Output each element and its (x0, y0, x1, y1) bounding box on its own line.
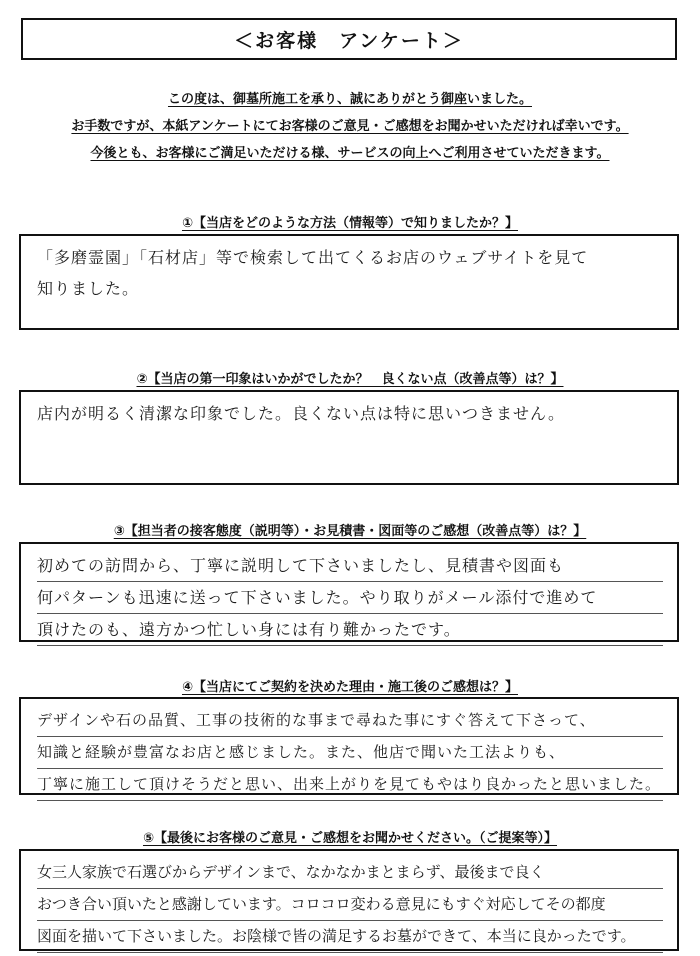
answer-1-box (19, 234, 679, 330)
answer-3-box (19, 542, 679, 642)
question-heading-text: ①【当店をどのような方法（情報等）で知りましたか？】 (181, 216, 518, 231)
question-heading-text: ④【当店にてご契約を決めた理由・施工後のご感想は？】 (181, 680, 518, 695)
answer-2-box (19, 390, 679, 485)
answer-line: 初めての訪問から、丁寧に説明して下さいましたし、見積書や図面も (37, 550, 663, 582)
answer-line: 「多磨霊園」「石材店」等で検索して出てくるお店のウェブサイトを見て (37, 248, 589, 267)
question-heading-text: ③【担当者の接客態度（説明等）・お見積書・図面等のご感想（改善点等）は？】 (113, 524, 587, 539)
answer-line: 知りました。 (37, 279, 140, 298)
answer-line: 知識と経験が豊富なお店と感じました。また、他店で聞いた工法よりも、 (37, 737, 663, 769)
answer-line: 図面を描いて下さいました。お陰様で皆の満足するお墓ができて、本当に良かったです。 (37, 921, 663, 953)
answer-line: デザインや石の品質、工事の技術的な事まで尋ねた事にすぐ答えて下さって、 (37, 705, 663, 737)
question-4-heading (20, 676, 680, 695)
intro-text (20, 90, 680, 171)
answer-line: 丁寧に施工して頂けそうだと思い、出来上がりを見てもやはり良かったと思いました。 (37, 769, 663, 801)
answer-line: 女三人家族で石選びからデザインまで、なかなかまとまらず、最後まで良く (37, 857, 663, 889)
answer-4-box (19, 697, 679, 795)
survey-title: ＜お客様 アンケート＞ (21, 18, 677, 60)
intro-line: お手数ですが、本紙アンケートにてお客様のご意見・ご感想をお聞かせいただければ幸いです。 (71, 119, 629, 134)
answer-line: 店内が明るく清潔な印象でした。良くない点は特に思いつきません。 (37, 404, 565, 423)
question-heading-text: ②【当店の第一印象はいかがでしたか？ 良くない点（改善点等）は？】 (136, 372, 564, 387)
question-heading-text: ⑤【最後にお客様のご意見・ご感想をお聞かせください。（ご提案等）】 (142, 831, 557, 846)
question-1-heading (20, 212, 680, 231)
intro-line: この度は、御墓所施工を承り、誠にありがとう御座いました。 (167, 92, 532, 107)
question-5-heading (20, 827, 680, 846)
question-3-heading (20, 520, 680, 539)
question-2-heading (20, 368, 680, 387)
answer-line: 何パターンも迅速に送って下さいました。やり取りがメール添付で進めて (37, 582, 663, 614)
intro-line: 今後とも、お客様にご満足いただける様、サービスの向上へご利用させていただきます。 (90, 146, 610, 161)
answer-line: おつき合い頂いたと感謝しています。コロコロ変わる意見にもすぐ対応してその都度 (37, 889, 663, 921)
answer-5-box (19, 849, 679, 951)
answer-line: 頂けたのも、遠方かつ忙しい身には有り難かったです。 (37, 614, 663, 646)
